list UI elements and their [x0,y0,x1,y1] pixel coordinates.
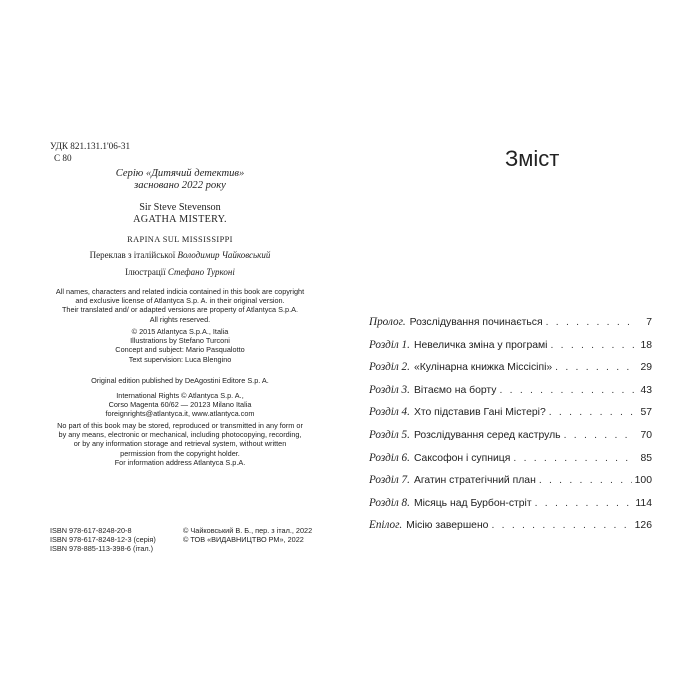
intl-line: foreignrights@atlantyca.it, www.atlantyca.com [105,409,255,419]
toc-entry-title: «Кулінарна книжка Міссісіпі» [413,362,553,374]
dot-leader [513,453,635,464]
rights-line: Their translated and/ or adapted versions are property of Atlantyca S.p.A. [61,305,299,315]
toc-entry-epilogue[interactable] [369,519,652,542]
isbn-line: ISBN 978-617-8248-20-8 [50,526,132,535]
toc-entry-page: 126 [634,520,652,532]
disclaimer-line: No part of this book may be stored, reproduced or transmitted in any form or [57,421,303,430]
toc-entry-page: 70 [640,429,652,441]
toc-entry-page: 57 [640,407,652,419]
illustrator-name: Стефано Турконі [167,267,235,277]
toc-entry-title: Місяць над Бурбон-стріт [413,497,532,509]
contents-page [355,0,700,700]
dot-leader [546,317,635,328]
toc-entry-label: Розділ 1. [369,338,410,351]
toc-entry-chapter-7[interactable] [369,474,652,497]
toc-entry-label: Розділ 4. [369,406,410,419]
imprint-page [0,0,345,700]
series-prefix: Серію [115,168,146,179]
rights-notice [30,287,330,324]
toc-entry-chapter-8[interactable] [369,497,652,520]
credit-line: Concept and subject: Mario Pasqualotto [115,345,245,355]
toc-entry-title: Хто підставив Гані Містері? [413,407,546,419]
copyright-credits [30,327,330,364]
copyright-line: © ТОВ «ВИДАВНИЦТВО РМ», 2022 [183,535,304,545]
dot-leader [539,475,632,486]
author-mark: С 80 [54,153,72,163]
toc-entry-title: Саксофон і супниця [413,452,511,464]
toc-entry-chapter-4[interactable] [369,406,652,429]
dot-leader [550,340,635,351]
toc-entry-title: Розслідування починається [409,317,543,328]
toc-entry-page: 29 [640,362,652,374]
disclaimer-line: or by any information storage and retrieval system, without written [73,439,287,449]
illustration-label: Ілюстрації [125,267,168,277]
series-founded: засновано 2022 року [134,180,226,191]
credit-line: Illustrations by Stefano Turconi [130,336,230,346]
series-info [30,168,330,192]
isbn-line: ISBN 978-885-113-398-6 (італ.) [50,544,154,554]
udk-block [50,140,130,164]
toc-entry-chapter-5[interactable] [369,429,652,452]
rights-line: All names, characters and related indicia contained in this book are copyright [55,287,305,296]
disclaimer-line: For information address Atlantyca S.p.A. [114,457,246,467]
toc-entry-label: Розділ 7. [369,474,410,487]
toc-entry-page: 7 [646,317,652,328]
original-edition: Original edition published by DeAgostini Editore S.p. A. [91,376,269,385]
toc-entry-page: 43 [640,384,652,396]
toc-entry-title: Розслідування серед каструль [413,429,561,441]
toc-entry-title: Агатин стратегічний план [413,475,536,487]
toc-entry-chapter-6[interactable] [369,452,652,475]
toc-entry-page: 18 [640,339,652,351]
reproduction-disclaimer [30,421,330,467]
toc-entry-label: Розділ 8. [369,496,410,509]
translation-label: Переклав з італійської [89,250,178,260]
toc-entry-label: Пролог. [369,316,406,328]
intl-line: International Rights © Atlantyca S.p. A., [116,391,244,400]
credit-line: © 2015 Atlantyca S.p.A., Italia [131,327,229,336]
translation-credit [30,250,330,261]
toc-entry-label: Епілог. [369,519,403,532]
toc-entry-prologue[interactable] [369,316,652,339]
copyright-line: © Чайковський В. Б., пер. з італ., 2022 [183,526,313,535]
toc-title: Зміст [505,146,560,171]
translator-name: Володимир Чайковський [177,250,271,260]
dot-leader [564,430,635,441]
toc-entry-title: Невеличка зміна у програмі [413,339,548,351]
isbn-line: ISBN 978-617-8248-12-3 (серія) [50,535,156,545]
toc-entry-title: Місію завершено [406,520,489,532]
international-rights [30,391,330,419]
table-of-contents [369,316,652,542]
dot-leader [499,385,635,396]
toc-entry-label: Розділ 3. [369,383,410,396]
disclaimer-line: by any means, electronic or mechanical, including photocopying, recording, [58,430,302,440]
toc-entry-page: 100 [634,475,652,487]
rights-line: and exclusive license of Atlantyca S.p. A. in their original version. [75,296,285,306]
translation-copyright [183,526,312,544]
toc-entry-label: Розділ 5. [369,428,410,441]
intl-line: Corso Magenta 60/62 — 20123 Milano Italia [108,400,252,410]
series-title: «Дитячий детектив» [145,168,245,179]
dot-leader [555,362,635,373]
toc-entry-chapter-2[interactable] [369,361,652,384]
toc-entry-page: 114 [635,497,652,509]
toc-entry-title: Вітаємо на борту [413,384,497,396]
isbn-block [50,526,156,554]
rights-line: All rights reserved. [149,314,211,324]
dot-leader [549,407,635,418]
disclaimer-line: permission from the copyright holder. [120,448,240,458]
toc-entry-label: Розділ 2. [369,361,410,374]
toc-entry-label: Розділ 6. [369,451,410,464]
book-author: Sir Steve Stevenson [139,202,221,213]
toc-entry-chapter-3[interactable] [369,384,652,407]
udk-code: УДК 821.131.1'06-31 [50,141,131,151]
toc-entry-page: 85 [640,452,652,464]
illustration-credit [30,267,330,278]
dot-leader [491,520,631,531]
toc-entry-chapter-1[interactable] [369,339,652,362]
book-title: AGATHA MISTERY. [133,214,227,225]
dot-leader [535,498,633,509]
book-subtitle: RAPINA SUL MISSISSIPPI [127,235,233,244]
credit-line: Text supervision: Luca Blengino [128,354,232,364]
